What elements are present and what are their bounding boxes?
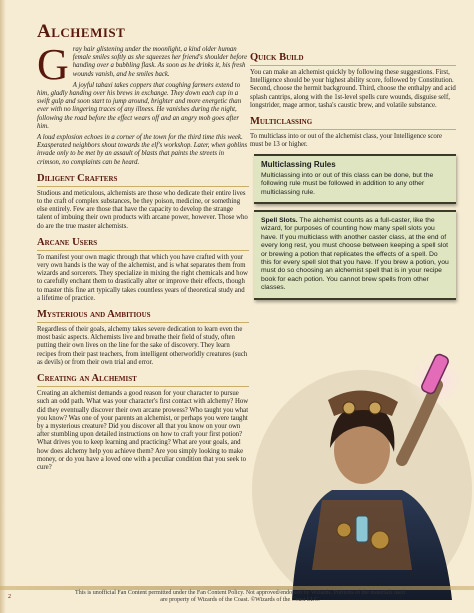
vial-icon bbox=[356, 516, 368, 542]
text-mysterious-ambitious: Regardless of their goals, alchemy takes severe dedication to learn even the most basic aspects. Alchemists live and breathe their field of study, often putting their own lives on the line for the sake of discovery. They learn recipes from their past teachers, from intelligent otherworldly creatures (such as devils) or from their own trial and error. bbox=[37, 326, 248, 366]
heading-mysterious-ambitious: Mysterious and Ambitious bbox=[37, 309, 249, 323]
footer-line-2: are property of Wizards of the Coast. ©Wizards of the Coast LLC. bbox=[160, 597, 320, 603]
text-arcane-users: To manifest your own magic through that which you have crafted with your very own hands is the way of the alchemist, and is what separates them from wizards and sorcerers. They specialize in mixing the right chemicals and how to carefully enchant them to drastically alter or improve their effects, though to master this fine art typically takes countless years of theoretical study and a lifetime of practice. bbox=[37, 253, 248, 302]
gear-icon bbox=[371, 531, 389, 549]
left-column bbox=[37, 22, 249, 475]
heading-quick-build: Quick Build bbox=[250, 52, 456, 66]
page-edge-shadow bbox=[0, 0, 6, 613]
heading-diligent-crafters: Diligent Crafters bbox=[37, 173, 249, 187]
text-creating-alchemist: Creating an alchemist demands a good reason for your character to pursue such an odd path. What was your character's first contact with alchemy? How did they eventually discover their own arcane prowess? Who taught you what you know? Was one of your parents an alchemist, or perhaps you were taught by a mysterious creature? Did you discover all that you know on your own after stumbling upon detailed instructions on how to craft your first potion? What drives you to keep learning and practicing? What are your goals, and how does alchemy help you achieve them? Are you simply looking to make money, or do you have a loved one with a peculiar condition that you seek to cure? bbox=[37, 390, 249, 471]
intro-flavor bbox=[37, 40, 249, 167]
page-title: Alchemist bbox=[37, 21, 126, 42]
footer-line-1: This is unofficial Fan Content permitted under the Fan Content Policy. Not approved/endorsed by Wizards. Portions of the materials used bbox=[75, 590, 405, 596]
alchemist-illustration bbox=[252, 340, 474, 600]
gear-icon bbox=[337, 523, 351, 537]
goggle-lens bbox=[343, 402, 355, 414]
text-quick-build: You can make an alchemist quickly by following these suggestions. First, Intelligence should be your highest ability score, followed by Constitution. Second, choose the hermit background. Third, choose the enthalpy and acid splash cantrips, along with the 1st-level spells cure wounds, disguise self, longstrider, mage armor, tasha's caustic brew, and volatile substance. bbox=[250, 69, 456, 109]
footer-legal bbox=[30, 590, 450, 604]
heading-multiclassing: Multiclassing bbox=[250, 116, 456, 130]
heading-creating-alchemist: Creating an Alchemist bbox=[37, 373, 249, 387]
right-column bbox=[250, 22, 456, 306]
note-title: Multiclassing Rules bbox=[261, 160, 336, 170]
drop-cap: G bbox=[37, 40, 69, 89]
note-spell-slots bbox=[254, 210, 456, 300]
goggle-lens bbox=[369, 402, 381, 414]
text-multiclassing: To multiclass into or out of the alchemist class, your Intelligence score must be 13 or higher. bbox=[250, 133, 443, 149]
page-number: 2 bbox=[8, 594, 11, 600]
heading-arcane-users: Arcane Users bbox=[37, 237, 249, 251]
text-diligent-crafters: Studious and meticulous, alchemists are those who dedicate their entire lives to the craft of complex substances, be they poison, medicine, or something else entirely. Few are those that have the capacity to develop the strange talent of imbuing their own products with arcane power, however. Those who do are the true master alchemists. bbox=[37, 189, 248, 230]
intro-paragraph-3: A loud explosion echoes in a corner of the town for the third time this week. Exasperated neighbors shout towards the elf's workshop. Later, when goblins invade only to be met by an assault of blasts that paints the streets in crimson, no complaints can be heard. bbox=[37, 134, 248, 166]
intro-paragraph-2: A joyful tabaxi takes coppers that coughing farmers extend to him, gladly handing over his brews in exchange. They down each cup in a swift gulp and soon start to jump around, brighter and more energetic than ever with no lingering traces of any illness. He vanishes during the night, following the road before the effect wears off and an angry mob goes after him. bbox=[37, 81, 242, 130]
note-lead: Spell Slots. bbox=[261, 217, 298, 225]
intro-paragraph-1: ray hair glistening under the moonlight, a kind older human female smiles softly as she squeezes her friend's shoulder before handing over a bubbling flask. As soon as he drinks it, his fresh wounds vanish, and he smiles back. bbox=[72, 46, 248, 78]
note-text: Multiclassing into or out of this class can be done, but the following rule must be followed in addition to any other multiclassing rule. bbox=[261, 171, 434, 196]
note-multiclassing-rules bbox=[254, 154, 456, 204]
note-text: The alchemist counts as a full-caster, like the wizard, for purposes of counting how many spell slots you have. If you multiclass with another caster class, at the end of every long rest, you must choose between keeping a spell slot or brewing a potion that replicates the effects of a spell. Do this for every spell slot that you have. If you brew a potion, you must do so choosing an alchemist spell that is in your recipe book for each potion. You cannot brew spells from other classes. bbox=[261, 217, 449, 292]
